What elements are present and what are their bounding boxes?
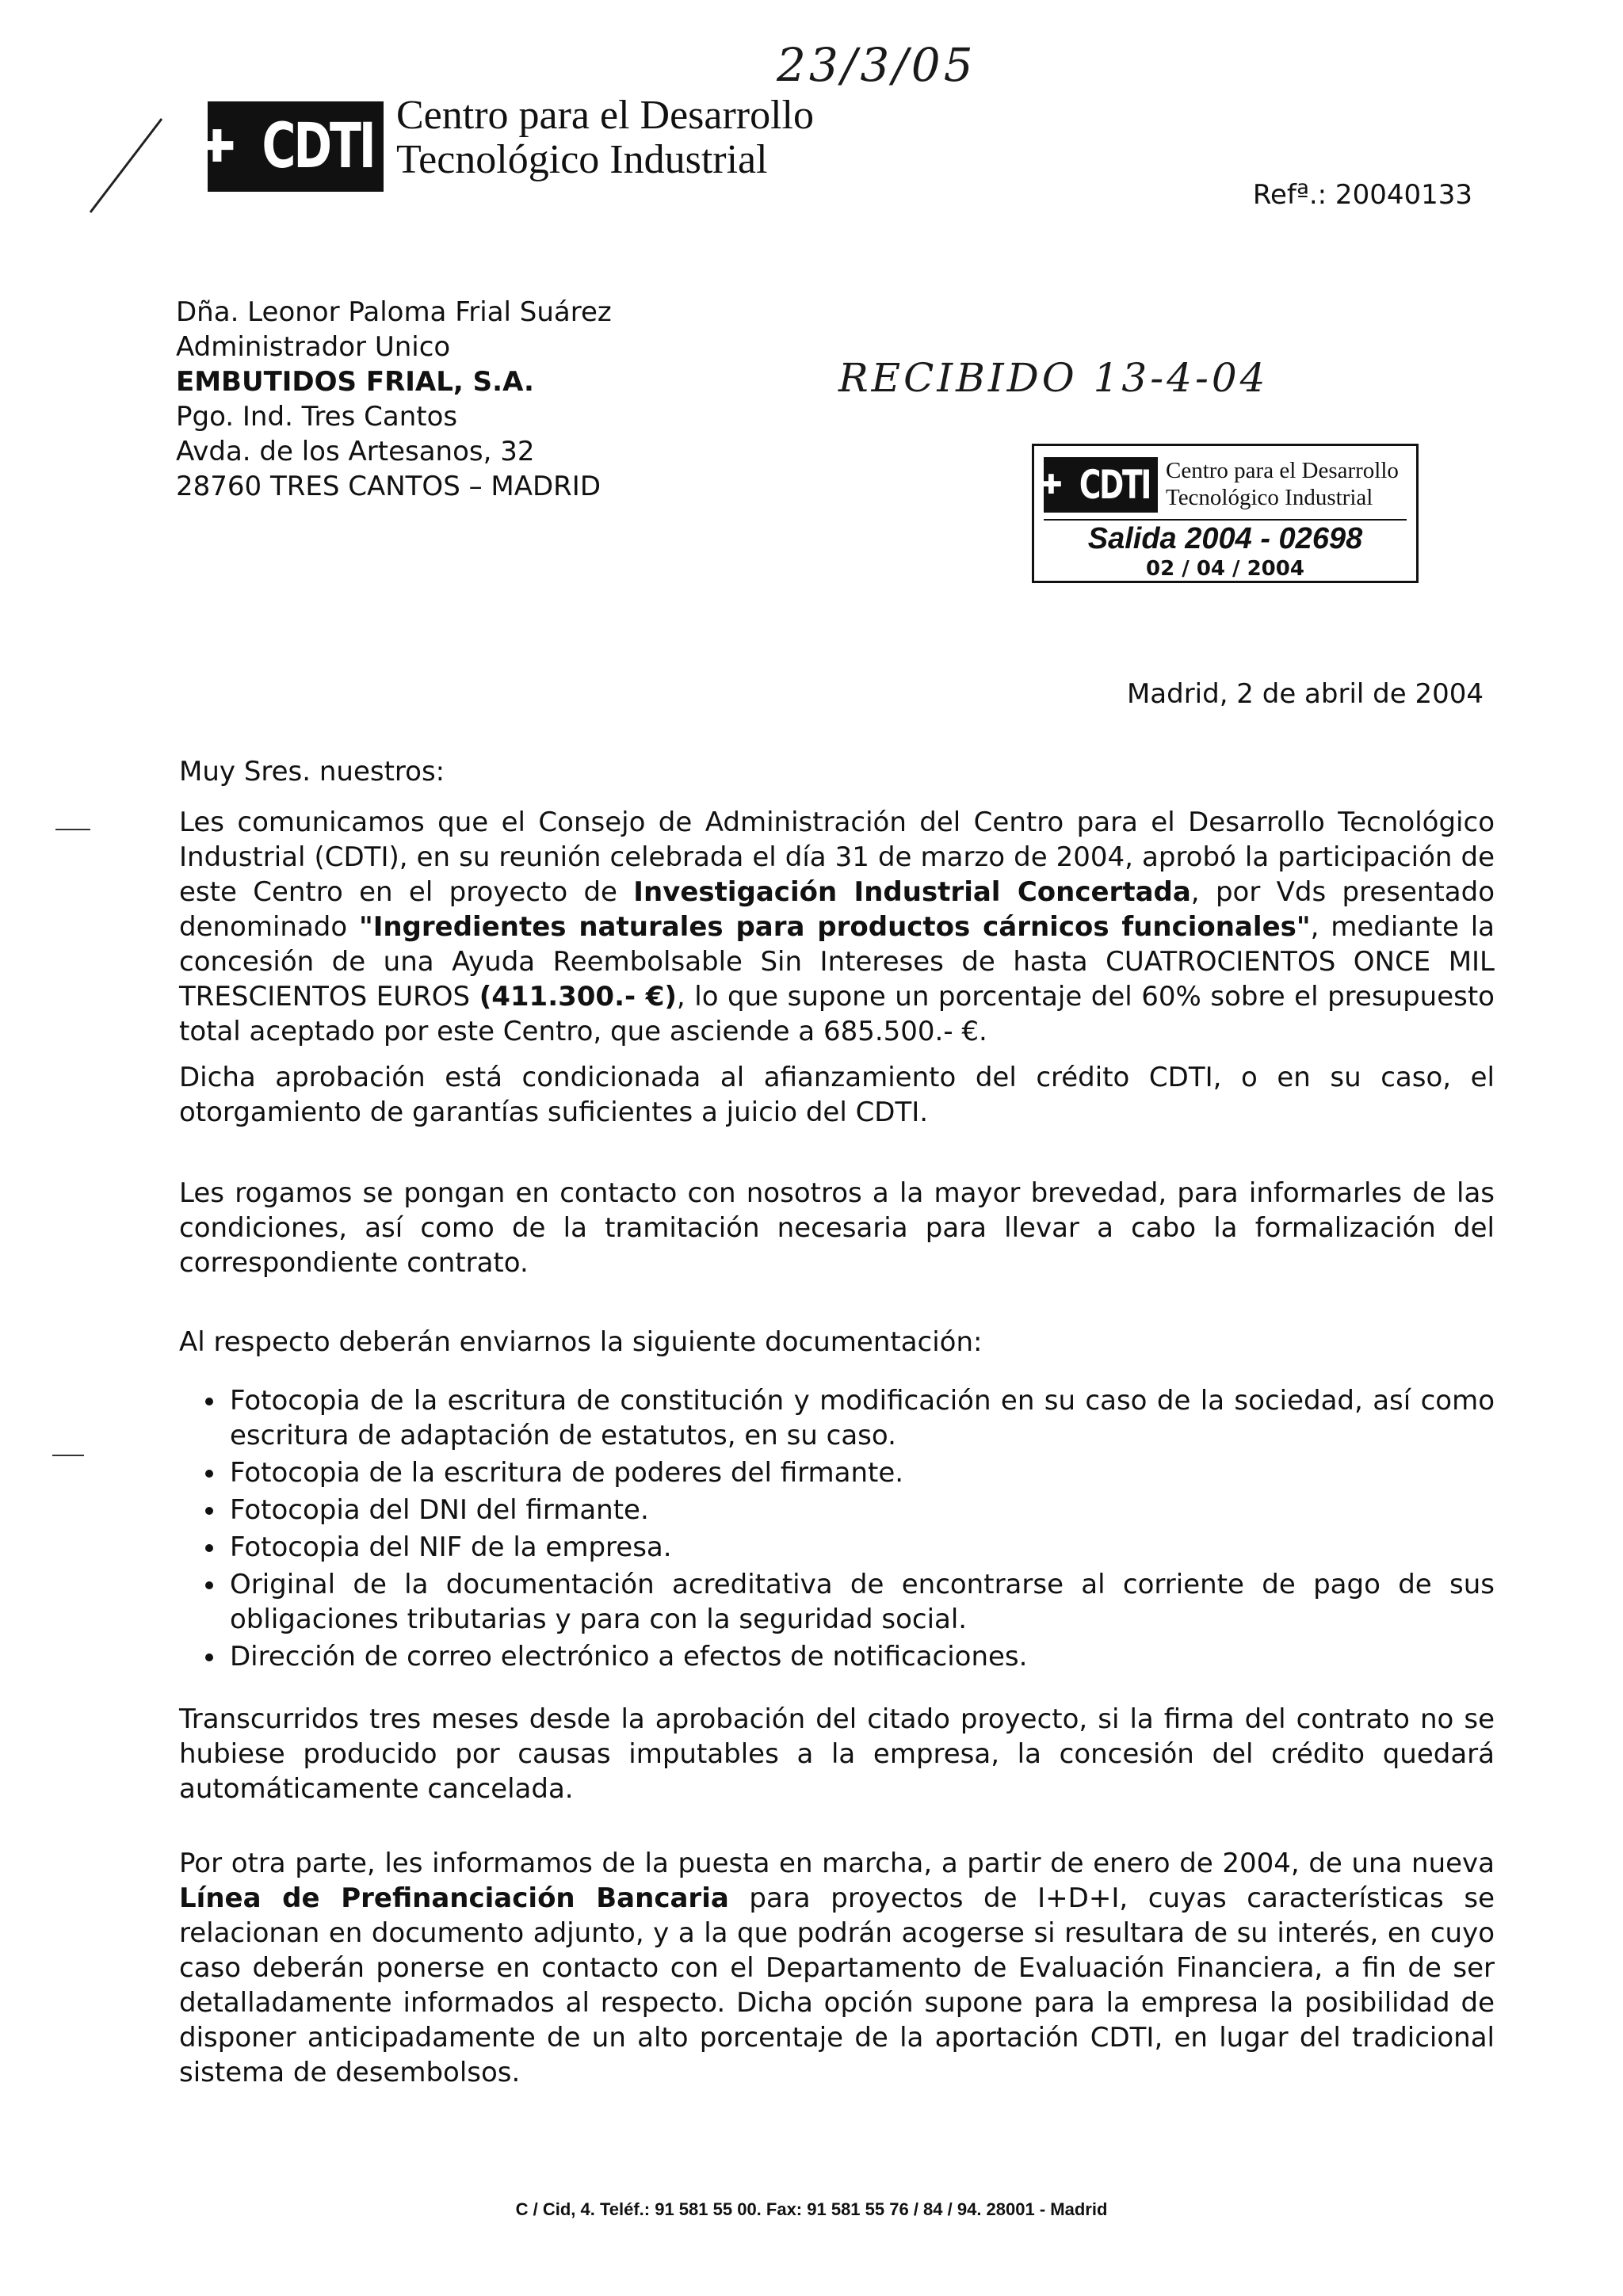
stamp-divider [1044, 519, 1407, 521]
footer-address: C / Cid, 4. Teléf.: 91 581 55 00. Fax: 91 581 55 76 / 84 / 94. 28001 - Madrid [515, 2199, 1108, 2219]
letter-date: Madrid, 2 de abril de 2004 [1126, 678, 1484, 710]
paragraph-financing-line [179, 1846, 1495, 2090]
p1-project-title: "Ingredientes naturales para productos cárnicos funcionales" [358, 911, 1311, 943]
documentation-list-wrapper [179, 1383, 1495, 1676]
p1-program-name: Investigación Industrial Concertada [633, 876, 1191, 908]
handwritten-date: 23/3/05 [777, 38, 976, 92]
stamp-logo [1040, 457, 1158, 513]
list-item: • Dirección de correo electrónico a efectos de notificaciones. [227, 1639, 1495, 1674]
p1-text-g: , lo que supone un porcentaje del 60% sobre el presupuesto total aceptado por este Centro, que asciende a 685.500.- €. [179, 981, 1495, 1047]
stamp-logo-text: CDTI [1079, 462, 1150, 508]
p1-text-a: Les comunicamos que el Consejo de Administración del Centro para el Desarrollo Tecnológico Industrial (CDTI), en su reunión celebrada el día 31 de marzo de 2004, aprobó la participación de este Centro en el proyecto de [179, 807, 1495, 908]
outgoing-stamp [1032, 444, 1419, 583]
org-name-line2: Tecnológico Industrial [396, 137, 768, 182]
reference-number: Refª.: 20040133 [1252, 179, 1472, 211]
org-name-line1: Centro para el Desarrollo [396, 93, 815, 138]
recipient-name: Dña. Leonor Paloma Frial Suárez [176, 296, 612, 328]
stamp-org-line2: Tecnológico Industrial [1166, 485, 1373, 510]
list-item: • Original de la documentación acreditativa de encontrarse al corriente de pago de sus obligaciones tributarias y para con la seguridad social. [227, 1567, 1495, 1637]
paragraph-contact: Les rogamos se pongan en contacto con nosotros a la mayor brevedad, para informarles de las condiciones, así como de la tramitación necesaria para llevar a cabo la formalización del correspondiente contrato. [179, 1177, 1495, 1279]
stamp-number: Salida 2004 - 02698 [1087, 522, 1363, 555]
recipient-address-line1: Pgo. Ind. Tres Cantos [176, 401, 458, 433]
paragraph-cancellation: Transcurridos tres meses desde la aprobación del citado proyecto, si la firma del contrato no se hubiese producido por causas imputables a la empresa, la concesión del crédito quedará automáticamente cancelada. [179, 1703, 1495, 1805]
greeting: Muy Sres. nuestros: [179, 756, 445, 788]
recipient-address-line3: 28760 TRES CANTOS – MADRID [176, 471, 601, 502]
p6-line-name: Línea de Prefinanciación Bancaria [179, 1882, 729, 1914]
list-item: • Fotocopia del NIF de la empresa. [227, 1530, 1495, 1565]
handwritten-slash-mark [82, 111, 170, 222]
recipient-title: Administrador Unico [176, 331, 451, 363]
margin-mark [52, 1455, 84, 1456]
p6-text-c: para proyectos de I+D+I, cuyas características se relacionan en documento adjunto, y a la que podrán acogerse si resultara de su interés, en cuyo caso deberán ponerse en contacto con el Departamento de Evaluación Financiera, a fin de ser detalladamente informados al respecto. Dicha opción supone para la empresa la posibilidad de disponer anticipadamente de un alto porcentaje de la aportación CDTI, en lugar del tradicional sistema de desembolsos. [179, 1882, 1495, 2088]
cdti-logo [198, 101, 384, 192]
list-item: • Fotocopia de la escritura de constitución y modificación en su caso de la sociedad, así como escritura de adaptación de estatutos, en su caso. [227, 1383, 1495, 1453]
paragraph-approval [179, 805, 1495, 1049]
documentation-list [179, 1383, 1495, 1674]
stamp-organization [1166, 457, 1399, 511]
p6-text-a: Por otra parte, les informamos de la puesta en marcha, a partir de enero de 2004, de una nueva [179, 1848, 1495, 1879]
stamp-date: 02 / 04 / 2004 [1146, 557, 1304, 581]
organization-name [396, 93, 814, 182]
recipient-address [176, 295, 612, 504]
p1-text-e: , mediante la concesión de una Ayuda Reembolsable Sin Intereses de hasta CUATROCIENTOS ONCE MIL TRESCIENTOS EUROS [179, 911, 1495, 1013]
recipient-address-line2: Avda. de los Artesanos, 32 [176, 436, 535, 467]
margin-mark [55, 829, 90, 830]
recipient-company: EMBUTIDOS FRIAL, S.A. [176, 366, 534, 398]
list-item: • Fotocopia de la escritura de poderes del firmante. [227, 1455, 1495, 1490]
logo-text: CDTI [262, 111, 375, 182]
stamp-logo-mark-icon: ✚ [1040, 469, 1063, 501]
p1-text-c: , por Vds presentado denominado [179, 876, 1495, 943]
paragraph-documentation-intro: Al respecto deberán enviarnos la siguiente documentación: [179, 1326, 983, 1358]
list-item: • Fotocopia del DNI del firmante. [227, 1493, 1495, 1527]
logo-mark-icon: ✚ [198, 120, 236, 173]
p1-amount: (411.300.- €) [479, 981, 677, 1013]
paragraph-conditions: Dicha aprobación está condicionada al afianzamiento del crédito CDTI, o en su caso, el otorgamiento de garantías suficientes a juicio del CDTI. [179, 1062, 1495, 1128]
stamp-org-line1: Centro para el Desarrollo [1166, 458, 1399, 483]
handwritten-received-note: RECIBIDO 13-4-04 [838, 355, 1269, 401]
